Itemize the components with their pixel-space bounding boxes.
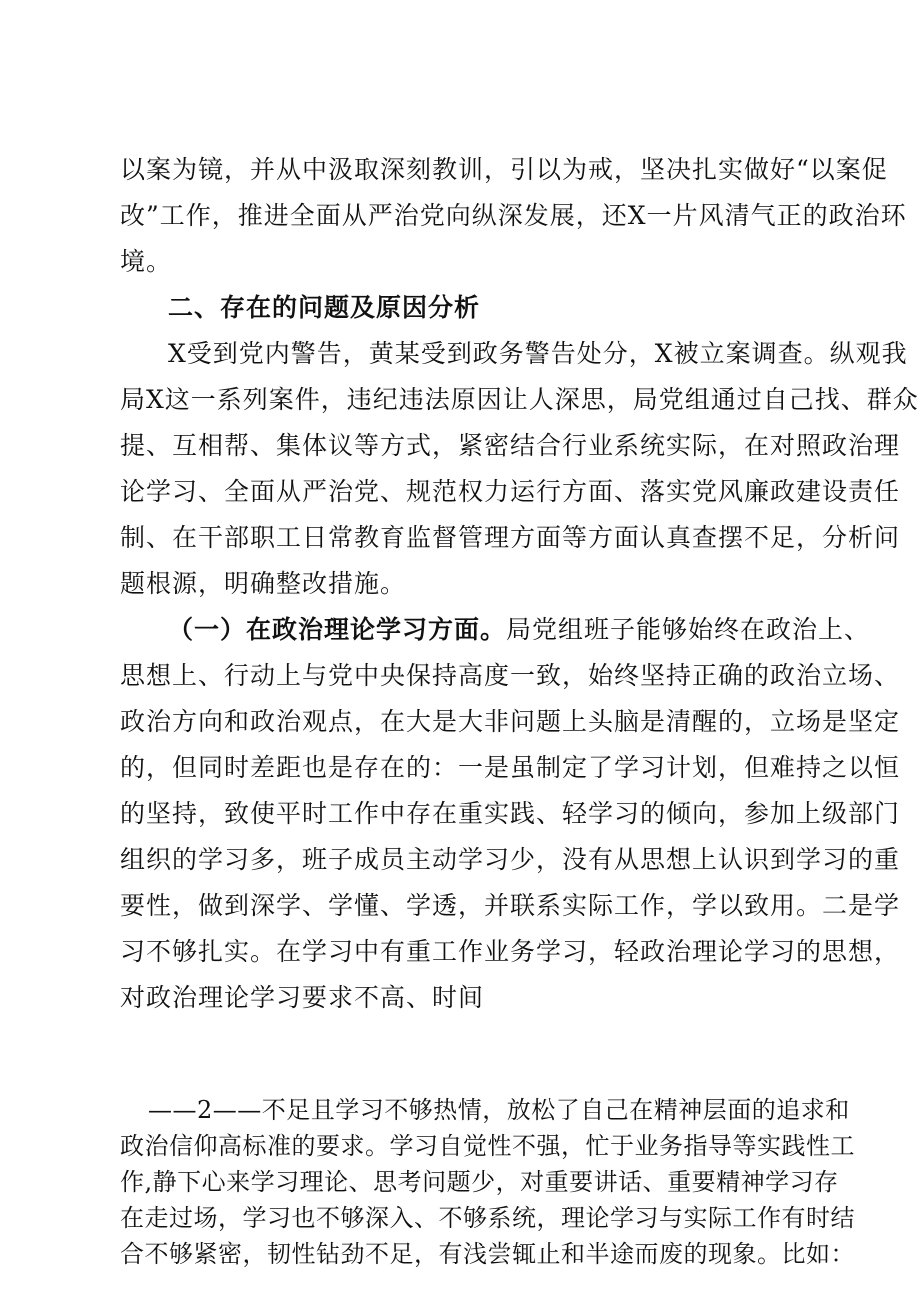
subsection-heading: （一）在政治理论学习方面。: [168, 615, 507, 644]
paragraph-line: 的，但同时差距也是存在的：一是虽制定了学习计划，但难持之以恒: [120, 753, 901, 782]
paragraph-line: 改”工作，推进全面从严治党向纵深发展，还X一片风清气正的政治环: [120, 201, 907, 230]
paragraph-line: 制、在干部职工日常教育监督管理方面等方面认真查摆不足，分析问: [120, 523, 901, 552]
paragraph-line: 题根源，明确整改措施。: [120, 569, 407, 598]
paragraph-line: 论学习、全面从严治党、规范权力运行方面、落实党风廉政建设责任: [120, 477, 901, 506]
subsection-text: 局党组班子能够始终在政治上、: [506, 615, 871, 644]
paragraph-line: 在走过场，学习也不够深入、不够系统，理论学习与实际工作有时结: [120, 1204, 855, 1232]
paragraph-line: 政治方向和政治观点，在大是大非问题上头脑是清醒的，立场是坚定: [120, 707, 901, 736]
paragraph-line: 以案为镜，并从中汲取深刻教训，引以为戒，坚决扎实做好“以案促: [120, 155, 888, 184]
paragraph-line: 对政治理论学习要求不高、时间: [120, 983, 485, 1012]
paragraph-line: 组织的学习多，班子成员主动学习少，没有从思想上认识到学习的重: [120, 845, 901, 874]
paragraph-line: 的坚持，致使平时工作中存在重实践、轻学习的倾向，参加上级部门: [120, 799, 901, 828]
paragraph-line: 要性，做到深学、学懂、学透，并联系实际工作，学以致用。二是学: [120, 891, 901, 920]
paragraph-line: 思想上、行动上与党中央保持高度一致，始终坚持正确的政治立场、: [120, 661, 901, 690]
paragraph-line: 政治信仰高标准的要求。学习自觉性不强，忙于业务指导等实践性工: [120, 1132, 855, 1160]
paragraph-line: 作,静下心来学习理论、思考问题少，对重要讲话、重要精神学习存: [120, 1168, 839, 1196]
page-footer-continuation-line: ——2——不足且学习不够热情，放松了自己在精神层面的追求和: [148, 1096, 850, 1124]
paragraph-line: 局X这一系列案件，违纪违法原因让人深思，局党组通过自己找、群众: [120, 385, 919, 414]
paragraph-line: 习不够扎实。在学习中有重工作业务学习，轻政治理论学习的思想，: [120, 937, 901, 966]
paragraph-line: 提、互相帮、集体议等方式，紧密结合行业系统实际，在对照政治理: [120, 431, 901, 460]
paragraph-line: 合不够紧密，韧性钻劲不足，有浅尝辄止和半途而废的现象。比如：: [120, 1240, 855, 1268]
paragraph-line: X受到党内警告，黄某受到政务警告处分，X被立案调查。纵观我: [168, 339, 908, 368]
paragraph-line: 境。: [120, 247, 173, 276]
section-heading: 二、存在的问题及原因分析: [168, 293, 481, 322]
subsection-first-line: [168, 612, 871, 648]
